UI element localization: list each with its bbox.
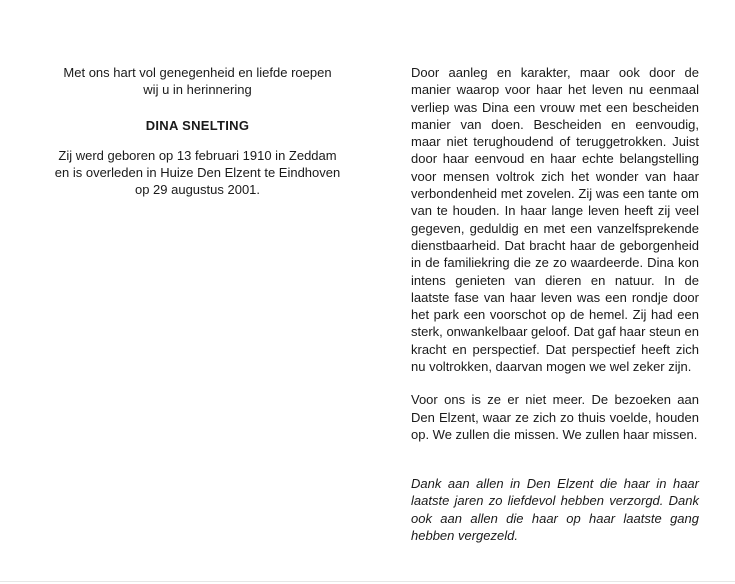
intro-line-1: Met ons hart vol genegenheid en liefde roepen [63, 65, 332, 80]
thanks-text: Dank aan allen in Den Elzent die haar in haar laatste jaren zo liefdevol hebben verzorgd. Dank ook aan allen die haar op haar laatste gang hebben vergezeld. [411, 476, 699, 543]
left-column [40, 64, 355, 198]
farewell-paragraph: Voor ons is ze er niet meer. De bezoeken aan Den Elzent, waar ze zich zo thuis voelde, houden op. We zullen die missen. We zullen haar missen. [411, 392, 699, 442]
intro-line-2: wij u in herinnering [143, 82, 252, 97]
deceased-name: DINA SNELTING [145, 118, 250, 133]
birth-line-1: Zij werd geboren op 13 februari 1910 in Zeddam [58, 148, 337, 163]
biography-paragraph: Door aanleg en karakter, maar ook door de manier waarop voor haar het leven nu eenmaal verliep was Dina een vrouw met een bescheiden manier van doen. Bescheiden en eenvoudig, maar niet terughoudend of teruggetrokken. Juist door haar eenvoud en haar echte belangstelling voor mensen voltrok zich het wonder van haar verbondenheid met zovelen. Zij was een tante om van te houden. In haar lange leven heeft zij veel gegeven, geduldig en met een vanzelfsprekende dienstbaarheid. Dat bracht haar de geborgenheid in de familiekring die ze zo waardeerde. Dina kon intens genieten van dieren en natuur. In de laatste fase van haar leven was een rondje door het park een voorschot op de hemel. Zij had een sterk, onwankelbaar geloof. Dat gaf haar steun en kracht en perspectief. Dat perspectief heeft zich nu voltrokken, daarvan mogen we wel zeker zijn. [411, 65, 699, 375]
birth-line-3: op 29 augustus 2001. [134, 182, 261, 197]
birth-death-text [40, 147, 355, 198]
thanks-section [411, 475, 699, 544]
intro-text [40, 64, 355, 98]
bottom-edge-divider [0, 581, 735, 582]
right-column [411, 64, 699, 443]
birth-line-2: en is overleden in Huize Den Elzent te Eindhoven [54, 165, 341, 180]
